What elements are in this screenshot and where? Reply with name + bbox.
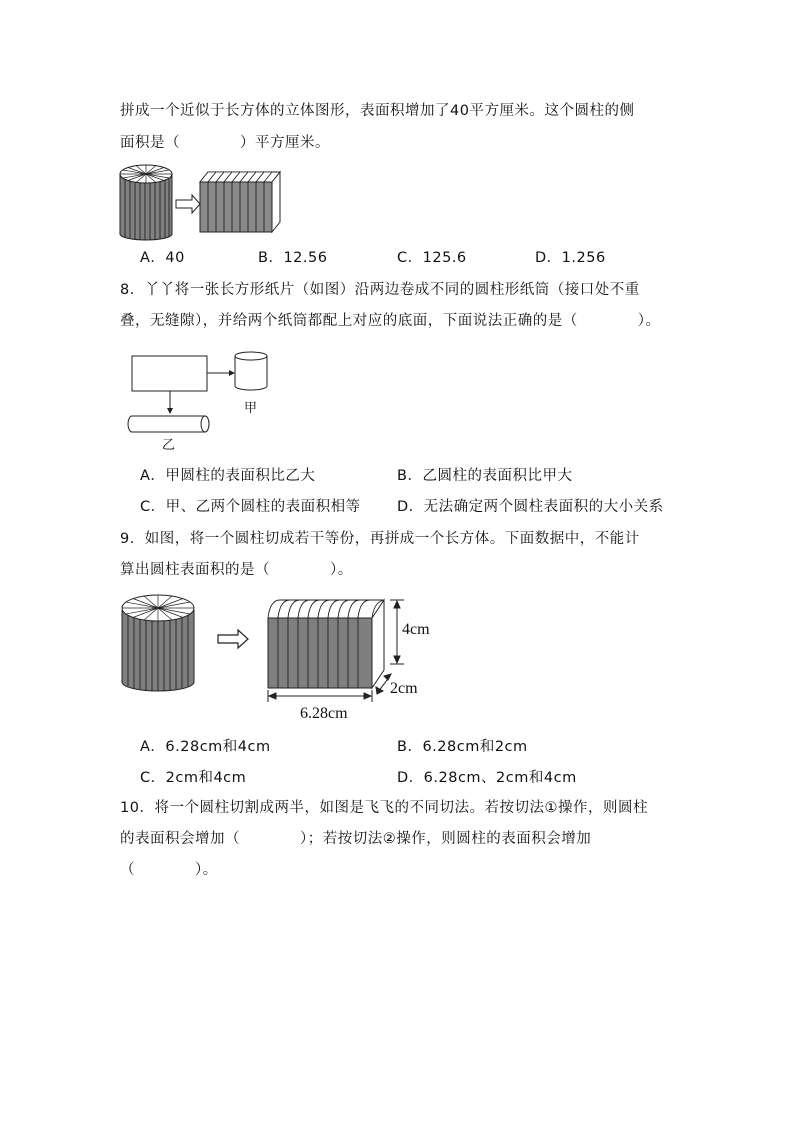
q7-text-line-2: 面积是（ ）平方厘米。 xyxy=(120,135,330,151)
q8-option-b[interactable]: B．乙圆柱的表面积比甲大 xyxy=(397,468,573,484)
q8-option-a[interactable]: A．甲圆柱的表面积比乙大 xyxy=(140,468,316,484)
q9-cylinder xyxy=(122,595,194,691)
q8-rectangle-paper xyxy=(132,356,207,391)
q9-label-width: 2cm xyxy=(390,680,418,697)
q7-option-a[interactable]: A．40 xyxy=(140,250,185,266)
q9-option-c[interactable]: C．2cm和4cm xyxy=(140,770,247,786)
q10-text-line-2: 的表面积会增加（ ）；若按切法②操作，则圆柱的表面积会增加 xyxy=(120,831,592,847)
q8-label-jia: 甲 xyxy=(244,401,258,416)
q8-paper-roll-figure xyxy=(124,346,284,446)
q9-option-b[interactable]: B．6.28cm和2cm xyxy=(397,739,528,755)
q9-text-line-1: 9．如图，将一个圆柱切成若干等份，再拼成一个长方体。下面数据中，不能计 xyxy=(120,531,640,547)
q7-cylinder xyxy=(120,165,172,240)
q9-length-dimension xyxy=(268,690,372,702)
q7-cuboid xyxy=(200,172,280,232)
q8-cylinder-yi xyxy=(128,416,209,432)
q7-text-line-1: 拼成一个近似于长方体的立体图形，表面积增加了40平方厘米。这个圆柱的侧 xyxy=(120,103,635,119)
q7-option-d[interactable]: D．1.256 xyxy=(535,250,606,266)
q9-transform-arrow-icon xyxy=(218,630,248,648)
q7-transform-arrow-icon xyxy=(176,195,200,213)
q10-text-line-1: 10．将一个圆柱切割成两半，如图是飞飞的不同切法。若按切法①操作，则圆柱 xyxy=(120,800,648,816)
q7-option-b[interactable]: B．12.56 xyxy=(258,250,328,266)
q8-option-c[interactable]: C．甲、乙两个圆柱的表面积相等 xyxy=(140,499,361,515)
q7-option-c[interactable]: C．125.6 xyxy=(397,250,467,266)
q8-arrow-to-jia-icon xyxy=(207,370,235,376)
q9-option-d[interactable]: D．6.28cm、2cm和4cm xyxy=(397,770,577,786)
q8-arrow-to-yi-icon xyxy=(167,391,173,414)
q9-label-length: 6.28cm xyxy=(300,705,348,722)
q9-cuboid xyxy=(268,600,384,688)
q9-text-line-2: 算出圆柱表面积的是（ ）。 xyxy=(120,562,353,578)
q8-text-line-1: 8．丫丫将一张长方形纸片（如图）沿两边卷成不同的圆柱形纸筒（接口处不重 xyxy=(120,282,640,298)
q9-cylinder-to-cuboid-figure xyxy=(112,588,422,728)
q8-option-d[interactable]: D．无法确定两个圆柱表面积的大小关系 xyxy=(397,499,664,515)
q7-cylinder-to-cuboid-figure xyxy=(112,160,292,242)
q9-option-a[interactable]: A．6.28cm和4cm xyxy=(140,739,271,755)
q8-label-yi: 乙 xyxy=(162,438,176,453)
q8-text-line-2: 叠，无缝隙），并给两个纸筒都配上对应的底面，下面说法正确的是（ ）。 xyxy=(120,313,661,329)
q10-text-line-3: （ ）。 xyxy=(120,862,218,878)
q8-cylinder-jia xyxy=(235,352,267,390)
q9-label-height: 4cm xyxy=(402,621,430,638)
